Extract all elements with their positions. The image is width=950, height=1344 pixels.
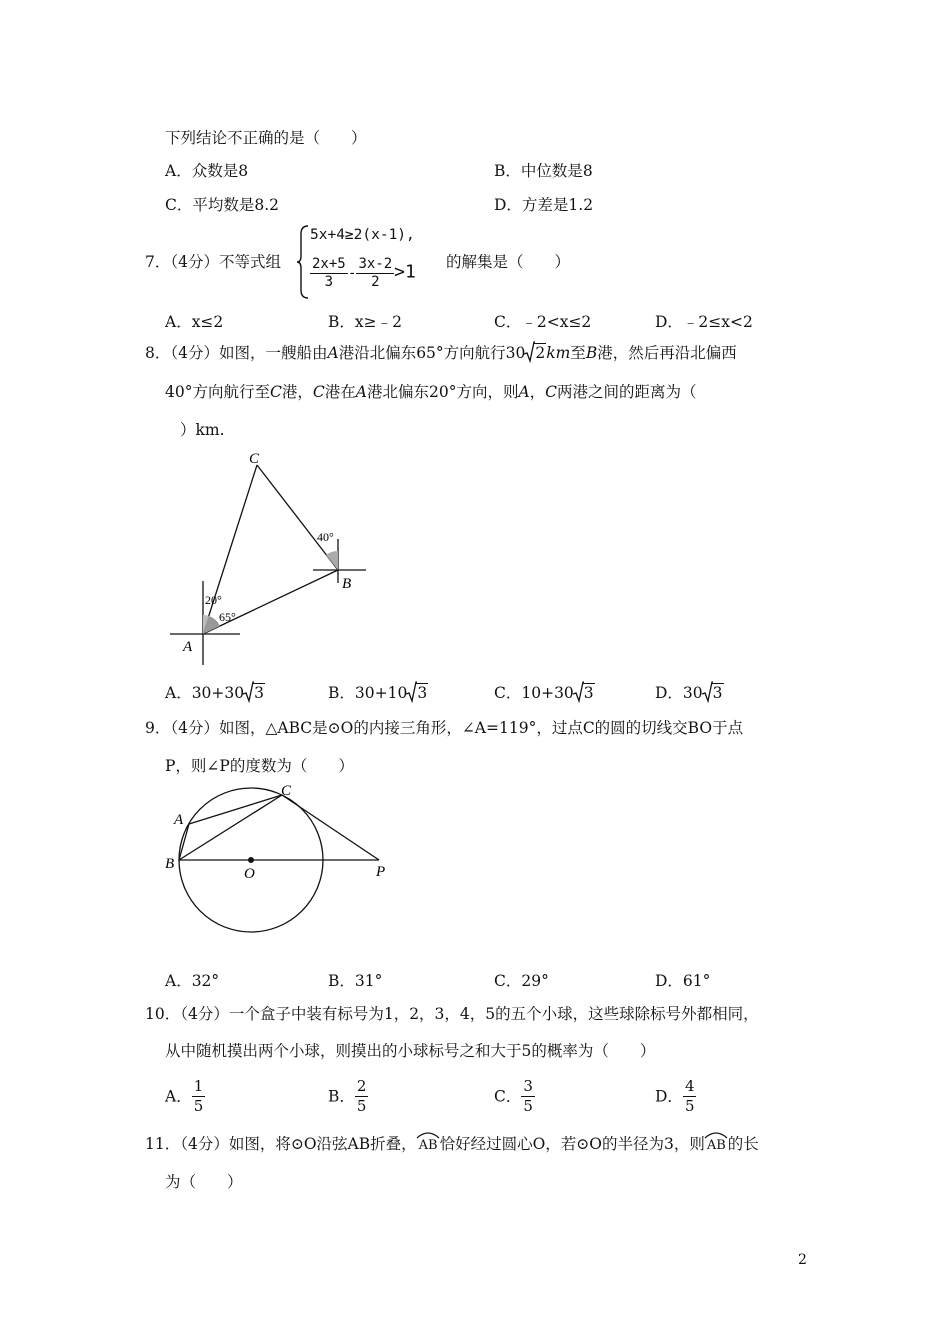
label-b: B [342,576,352,592]
label-o: O [244,866,255,882]
q6-option-b: B．中位数是8 [494,162,593,180]
segment-cb [257,465,338,570]
label-angle-40: 40° [317,530,334,544]
label-c: C [249,451,260,467]
tangent-cp [282,795,379,860]
arc-ab-2: AB [705,1136,728,1156]
q7-option-b: B．x≥﹣2 [328,313,402,331]
q7-fraction-1: $\frac{2x+5}{3}$ [312,256,346,290]
label-p: P [376,864,386,880]
q6-option-d: D．方差是1.2 [494,196,594,214]
label-angle-20: 20° [205,593,222,607]
q6-option-c: C．平均数是8.2 [165,196,280,214]
q10-option-c: C． $\frac{3}{5}$ [494,1077,533,1115]
q9-line-2: P，则∠P的度数为（ ） [165,757,354,775]
q8-line-1: 8．（4分）如图，一艘船由A港沿北偏东65°方向航行30 2km至B港，然后再沿北偏西 [145,344,737,362]
label-b: B [165,856,175,872]
q10-line-2: 从中随机摸出两个小球，则摸出的小球标号之和大于5的概率为（ ） [165,1042,656,1060]
q6-option-a: A．众数是8 [165,162,249,180]
q7-number: 7．（4分）不等式组 [145,253,281,271]
q8-option-a: A．30+30 3 [165,684,265,702]
q9-option-a: A．32° [165,972,220,990]
q8-line-2: 40°方向航行至C港，C港在A港北偏东20°方向，则A，C两港之间的距离为（ [165,383,697,401]
label-angle-65: 65° [219,610,236,624]
q8-sqrt: 2 [525,343,546,363]
q11-line-1: 11．（4分）如图，将⊙O沿弦AB折叠， AB 恰好经过圆心O，若⊙O的半径为3，则 AB 的长 [145,1134,759,1156]
label-a: A [174,812,184,828]
segment-bc [179,795,282,860]
arc-ab-1: AB [417,1136,440,1156]
q7-option-c: C．﹣2<x≤2 [494,313,592,331]
angle-40-mark [326,551,338,570]
q8-option-c: C．10+30 3 [494,684,594,702]
q7-tail: 的解集是（ ） [446,253,571,271]
q7-inequality-1: 5x+4≥2(x-1), [310,227,415,243]
q7-brace [296,224,310,300]
q7-fraction-2: $\frac{3x-2}{2}$ [358,256,393,290]
center-dot [248,857,254,863]
q8-option-d: D．30 3 [655,684,723,702]
segment-ac [203,465,257,634]
q9-line-1: 9．（4分）如图，△ABC是⊙O的内接三角形，∠A=119°，过点C的圆的切线交BO于点 [145,719,744,737]
q10-option-b: B． $\frac{2}{5}$ [328,1077,367,1115]
q11-line-2: 为（ ） [165,1173,243,1191]
q7-inequality-2: $\frac{2x+5}{3}$ - $\frac{3x-2}{2}$ >1 [312,256,416,290]
page-number: 2 [798,1252,807,1268]
q8-line-3: ）km. [180,421,225,439]
q9-figure [160,778,400,940]
q9-option-d: D．61° [655,972,711,990]
q7-option-d: D．﹣2≤x<2 [655,313,753,331]
label-c: C [281,783,292,799]
q8-figure [160,445,380,675]
segment-ac [189,795,282,824]
q10-line-1: 10．（4分）一个盒子中装有标号为1，2，3，4，5的五个小球，这些球除标号外都相同， [145,1005,759,1023]
q10-option-d: D． $\frac{4}{5}$ [655,1077,695,1115]
q8-option-b: B．30+10 3 [328,684,428,702]
q9-option-b: B．31° [328,972,383,990]
q10-option-a: A． $\frac{1}{5}$ [165,1077,204,1115]
q6-stem: 下列结论不正确的是（ ） [165,129,367,147]
segment-ab [203,570,338,634]
label-a: A [183,639,193,655]
q7-option-a: A．x≤2 [165,313,224,331]
q9-option-c: C．29° [494,972,549,990]
